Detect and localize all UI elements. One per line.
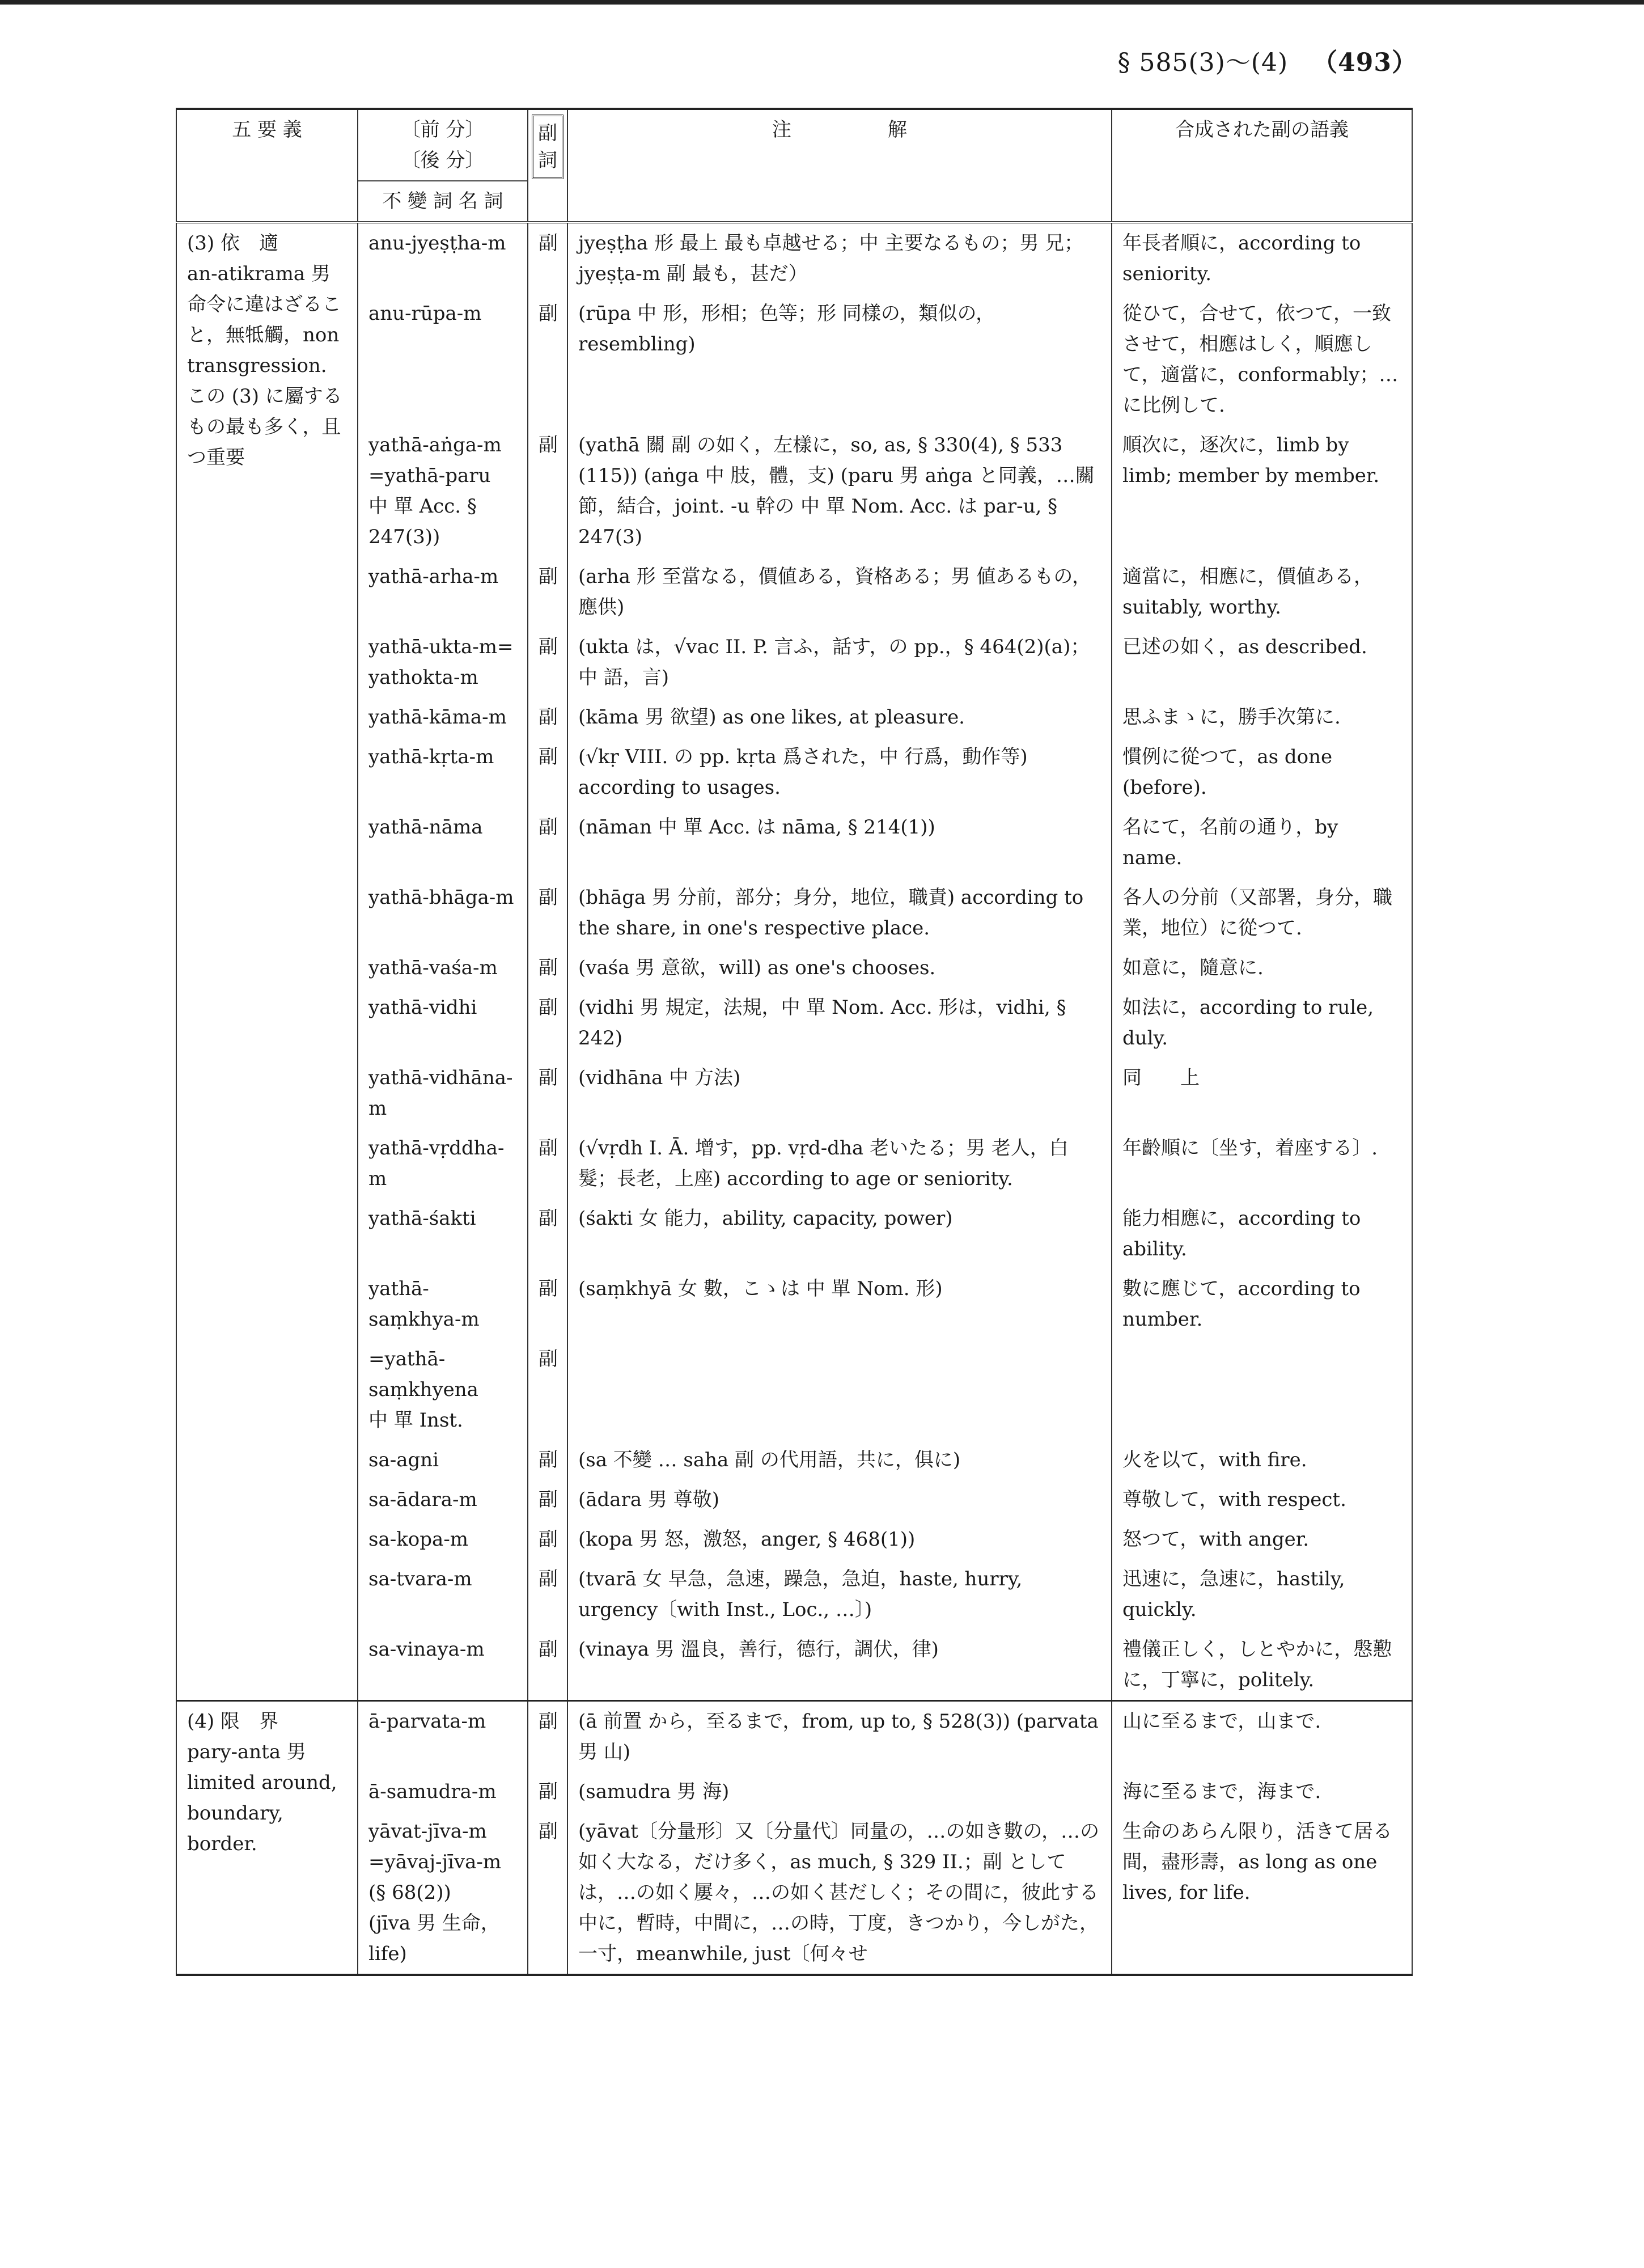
term-cell: yathā-kṛta-m xyxy=(358,737,528,807)
pos-cell: 副 xyxy=(528,1339,567,1440)
meaning-cell: 生命のあらん限り，活きて居る間，盡形壽，as long as one lives, for life. xyxy=(1112,1812,1412,1975)
term-cell: yathā-vidhi xyxy=(358,988,528,1058)
table-row xyxy=(176,1128,1412,1199)
grammar-table xyxy=(176,108,1413,1976)
pos-cell: 副 xyxy=(528,697,567,737)
note-cell: (ādara 男 尊敬) xyxy=(567,1480,1112,1520)
meaning-cell: 思ふまゝに，勝手次第に. xyxy=(1112,697,1412,737)
pos-cell: 副 xyxy=(528,1701,567,1772)
pos-cell: 副 xyxy=(528,222,567,294)
pos-cell: 副 xyxy=(528,425,567,557)
note-cell: (ā 前置 から，至るまで，from, up to, § 528(3)) (parvata 男 山) xyxy=(567,1701,1112,1772)
table-row xyxy=(176,1199,1412,1269)
meaning-cell: 慣例に從つて，as done (before). xyxy=(1112,737,1412,807)
note-cell: (yāvat〔分量形〕又〔分量代〕同量の，…の如き數の，…の如く大なる，だけ多く，as much, § 329 II.；副 としては，…の如く屢々，…の如く甚だしく；その間に，彼此する中に，暫時，中間に，…の時，丁度，きつかり，今しがた，一寸，meanwhile, just〔何々せ xyxy=(567,1812,1112,1975)
pos-cell: 副 xyxy=(528,988,567,1058)
note-cell: (nāman 中 單 Acc. は nāma, § 214(1)) xyxy=(567,807,1112,878)
section-ref: § 585(3)〜(4) xyxy=(1117,48,1289,77)
term-cell: ā-parvata-m xyxy=(358,1701,528,1772)
table-row xyxy=(176,948,1412,988)
note-cell: jyeṣṭha 形 最上 最も卓越せる；中 主要なるもの；男 兄；jyeṣṭa-m 副 最も，甚だ） xyxy=(567,222,1112,294)
meaning-cell: 年長者順に，according to seniority. xyxy=(1112,222,1412,294)
meaning-cell: 能力相應に，according to ability. xyxy=(1112,1199,1412,1269)
header-prefix: 〔前 分〕 xyxy=(401,119,485,141)
header-five-meanings: 五 要 義 xyxy=(176,109,358,222)
meaning-cell: 適當に，相應に，價値ある，suitably, worthy. xyxy=(1112,557,1412,627)
pos-cell: 副 xyxy=(528,1480,567,1520)
meaning-cell: 如意に，隨意に. xyxy=(1112,948,1412,988)
table-row xyxy=(176,1339,1412,1440)
meaning-cell: 怒つて，with anger. xyxy=(1112,1520,1412,1559)
meaning-cell xyxy=(1112,1339,1412,1440)
term-cell: yathā-aṅga-m =yathā-paru 中 單 Acc. § 247(3)) xyxy=(358,425,528,557)
note-cell: (vaśa 男 意欲，will) as one's chooses. xyxy=(567,948,1112,988)
pos-cell: 副 xyxy=(528,878,567,948)
table-row xyxy=(176,222,1412,294)
header-indeclinable: 不 變 詞 xyxy=(382,190,452,213)
pos-cell: 副 xyxy=(528,1269,567,1339)
meaning-cell: 如法に，according to rule, duly. xyxy=(1112,988,1412,1058)
table-row xyxy=(176,988,1412,1058)
pos-cell: 副 xyxy=(528,294,567,425)
table-row xyxy=(176,1269,1412,1339)
term-cell: yathā-vidhāna-m xyxy=(358,1058,528,1128)
term-cell: yathā-bhāga-m xyxy=(358,878,528,948)
pos-cell: 副 xyxy=(528,948,567,988)
table-row xyxy=(176,1630,1412,1701)
term-cell: yathā-vṛddha-m xyxy=(358,1128,528,1199)
term-cell: sa-kopa-m xyxy=(358,1520,528,1559)
pos-cell: 副 xyxy=(528,1559,567,1630)
note-cell: (bhāga 男 分前，部分；身分，地位，職責) according to the share, in one's respective place. xyxy=(567,878,1112,948)
table-row xyxy=(176,1440,1412,1480)
note-cell: (kāma 男 欲望) as one likes, at pleasure. xyxy=(567,697,1112,737)
table-row xyxy=(176,807,1412,878)
pos-cell: 副 xyxy=(528,737,567,807)
header-notes: 注 解 xyxy=(567,109,1112,222)
table-row xyxy=(176,425,1412,557)
note-cell: (vidhi 男 規定，法規，中 單 Nom. Acc. 形は，vidhi, § 242) xyxy=(567,988,1112,1058)
header-suffix: 〔後 分〕 xyxy=(401,149,485,172)
note-cell: (√vṛdh I. Ā. 增す，pp. vṛd-dha 老いたる；男 老人，白髮；長老，上座) according to age or seniority. xyxy=(567,1128,1112,1199)
pos-cell: 副 xyxy=(528,807,567,878)
term-cell: yathā-nāma xyxy=(358,807,528,878)
table-row xyxy=(176,1480,1412,1520)
note-cell: (√kṛ VIII. の pp. kṛta 爲された，中 行爲，動作等) according to usages. xyxy=(567,737,1112,807)
table-row xyxy=(176,1559,1412,1630)
page-number: （493） xyxy=(1312,48,1417,77)
note-cell: (samudra 男 海) xyxy=(567,1772,1112,1812)
pos-cell: 副 xyxy=(528,1128,567,1199)
table-row xyxy=(176,1520,1412,1559)
table-row xyxy=(176,627,1412,697)
meaning-cell: 同 上 xyxy=(1112,1058,1412,1128)
term-cell: anu-rūpa-m xyxy=(358,294,528,425)
meaning-cell: 年齡順に〔坐す，着座する〕. xyxy=(1112,1128,1412,1199)
meaning-cell: 海に至るまで，海まで. xyxy=(1112,1772,1412,1812)
note-cell: (vinaya 男 溫良，善行，德行，調伏，律) xyxy=(567,1630,1112,1701)
note-cell: (yathā 關 副 の如く，左樣に，so, as, § 330(4), § 533 (115)) (aṅga 中 肢，體，支) (paru 男 aṅga と同義，…關節，結合，joint. -u 幹の 中 單 Nom. Acc. は par-u, § 247(3) xyxy=(567,425,1112,557)
term-cell: yathā-saṃkhya-m xyxy=(358,1269,528,1339)
meaning-cell: 尊敬して，with respect. xyxy=(1112,1480,1412,1520)
note-cell: (sa 不變 … saha 副 の代用語，共に，俱に) xyxy=(567,1440,1112,1480)
pos-cell: 副 xyxy=(528,1440,567,1480)
table-row xyxy=(176,878,1412,948)
pos-cell: 副 xyxy=(528,1520,567,1559)
term-cell: yathā-ukta-m= yathokta-m xyxy=(358,627,528,697)
meaning-cell: 迅速に，急速に，hastily, quickly. xyxy=(1112,1559,1412,1630)
table-row xyxy=(176,557,1412,627)
note-cell: (kopa 男 怒，激怒，anger, § 468(1)) xyxy=(567,1520,1112,1559)
section-label: (3) 依 適 an-atikrama 男 命令に違はざること，無牴觸，non transgression. この (3) に屬するもの最も多く，且つ重要 xyxy=(176,222,358,1701)
page-header xyxy=(1118,42,1417,78)
term-cell: ā-samudra-m xyxy=(358,1772,528,1812)
pos-cell: 副 xyxy=(528,1630,567,1701)
meaning-cell: 名にて，名前の通り，by name. xyxy=(1112,807,1412,878)
table-row xyxy=(176,1058,1412,1128)
term-cell: anu-jyeṣṭha-m xyxy=(358,222,528,294)
table-row xyxy=(176,1812,1412,1975)
note-cell: (śakti 女 能力，ability, capacity, power) xyxy=(567,1199,1112,1269)
pos-cell: 副 xyxy=(528,1772,567,1812)
pos-cell: 副 xyxy=(528,1058,567,1128)
note-cell: (rūpa 中 形，形相；色等；形 同樣の，類似の，resembling) xyxy=(567,294,1112,425)
note-cell: (ukta は，√vac II. P. 言ふ，話す，の pp.，§ 464(2)(a)；中 語，言) xyxy=(567,627,1112,697)
pos-cell: 副 xyxy=(528,627,567,697)
meaning-cell: 禮儀正しく，しとやかに，慇懃に，丁寧に，politely. xyxy=(1112,1630,1412,1701)
note-cell xyxy=(567,1339,1112,1440)
term-cell: yathā-vaśa-m xyxy=(358,948,528,988)
term-cell: =yathā-saṃkhyena 中 單 Inst. xyxy=(358,1339,528,1440)
table-row xyxy=(176,294,1412,425)
table-row xyxy=(176,697,1412,737)
note-cell: (saṃkhyā 女 數，こゝは 中 單 Nom. 形) xyxy=(567,1269,1112,1339)
pos-cell: 副 xyxy=(528,1812,567,1975)
term-cell: sa-ādara-m xyxy=(358,1480,528,1520)
pos-cell: 副 xyxy=(528,1199,567,1269)
term-cell: yathā-śakti xyxy=(358,1199,528,1269)
meaning-cell: 順次に，逐次に，limb by limb; member by member. xyxy=(1112,425,1412,557)
meaning-cell: 山に至るまで，山まで. xyxy=(1112,1701,1412,1772)
top-rule xyxy=(0,0,1644,5)
header-noun: 名 詞 xyxy=(458,190,503,213)
term-cell: sa-tvara-m xyxy=(358,1559,528,1630)
term-cell: yāvat-jīva-m =yāvaj-jīva-m (§ 68(2)) (jīva 男 生命，life) xyxy=(358,1812,528,1975)
note-cell: (vidhāna 中 方法) xyxy=(567,1058,1112,1128)
term-cell: sa-agni xyxy=(358,1440,528,1480)
table-row xyxy=(176,1701,1412,1772)
pos-cell: 副 xyxy=(528,557,567,627)
note-cell: (arha 形 至當なる，價値ある，資格ある；男 値あるもの，應供) xyxy=(567,557,1112,627)
note-cell: (tvarā 女 早急，急速，躁急，急迫，haste, hurry, urgency〔with Inst., Loc., …〕) xyxy=(567,1559,1112,1630)
meaning-cell: 數に應じて，according to number. xyxy=(1112,1269,1412,1339)
meaning-cell: 各人の分前（又部署，身分，職業，地位）に從つて. xyxy=(1112,878,1412,948)
header-meaning: 合成された副の語義 xyxy=(1112,109,1412,222)
table-row xyxy=(176,737,1412,807)
meaning-cell: 從ひて，合せて，依つて，一致させて，相應はしく，順應して，適當に，conformably；…に比例して. xyxy=(1112,294,1412,425)
meaning-cell: 火を以て，with fire. xyxy=(1112,1440,1412,1480)
header-adverb: 副 詞 xyxy=(532,115,563,179)
table-row xyxy=(176,1772,1412,1812)
term-cell: sa-vinaya-m xyxy=(358,1630,528,1701)
section-label: (4) 限 界 pary-anta 男 limited around, boundary, border. xyxy=(176,1701,358,1975)
meaning-cell: 已述の如く，as described. xyxy=(1112,627,1412,697)
term-cell: yathā-kāma-m xyxy=(358,697,528,737)
term-cell: yathā-arha-m xyxy=(358,557,528,627)
